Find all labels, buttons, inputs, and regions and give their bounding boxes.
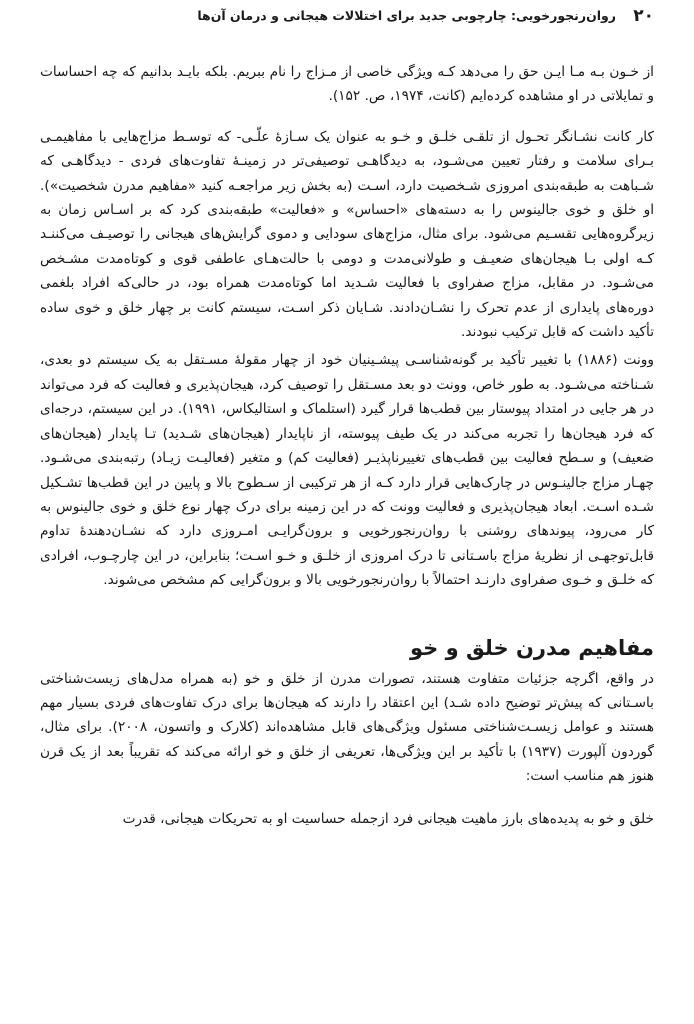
page-number: ۲۰ — [633, 6, 654, 26]
body-text — [40, 60, 654, 831]
block-quote: خلق و خو به پدیده‌های بارز ماهیت هیجانی فرد ازجمله حساسیت او به تحریکات هیجانی، قدرت — [122, 810, 654, 827]
paragraph-modern-concepts: در واقع، اگرچه جزئیات متفاوت هستند، تصورات مدرن از خلق و خو (به همراه مدل‌های زیست‌شناختی باسـتانی که پیش‌تر توضیح داده شـد) این اعتقاد را دارند که هیجان‌ها برای درک تفاوت‌های فردی بسیار مهم هستند و عوامل زیسـت‌شناختی مسئول ویژگی‌های قابل مشاهده‌اند (کلارک و واتسون، ۲۰۰۸). برای مثال، گوردون آلپورت (۱۹۳۷) با تأکید بر این ویژگی‌ها، تعریفی از خلق و خو ارائه می‌کند که تقریباً بعد از یک قرن هنوز هم مناسب است: — [40, 670, 654, 785]
running-title: روان‌رنجورخویی: چارچوبی جدید برای اختلالات هیجانی و درمان آن‌ها — [197, 8, 616, 23]
paragraph-wundt: وونت (۱۸۸۶) با تغییر تأکید بر گونه‌شناسـی پیشـینیان خود از چهار مقولۀ مسـتقل به یک سیستم دو بعدی، شـناخته می‌شـود. به طور خاص، وونت دو بعد مسـتقل را توصیف کرد، هیجان‌پذیری و فعالیت که فرد می‌تواند در هر جایی در امتداد پیوستار بین قطب‌ها قرار گیرد (استلماک و استالیکاس، ۱۹۹۱). در این سیستم، درجه‌ای که فرد هیجان‌ها را تجربه می‌کند در یک طیف پیوسته، از ناپایدار (هیجان‌های شـدید) تـا پایدار (هیجان‌های ضعیف) و سـطح فعالیت بین قطب‌های تغییرناپذیـر (فعالیت کم) و متغیر (فعالیـت زیـاد) رتبه‌بندی می‌شـود. چهـار مزاج جالینـوس در چارک‌هایی قرار دارد کـه از هر ترکیبی از سـطوح بالا و پایین در این قطب‌ها تشـکیل شـده اسـت. ابعاد هیجان‌پذیری و فعالیت وونت که در این زمینه برای درک چهار نوع خلق و خوی جالینوس به کار می‌رود، پیوندهای روشنی با روان‌رنجورخویی و برون‌گرایـی امـروزی دارد که نشـان‌دهندۀ تداوم قابل‌توجهـی از نظریۀ مزاج باسـتانی تا درک امروزی از خلـق و خـو اسـت؛ بنابراین، در این چارچـوب، افرادی که خلـق و خـوی صفراوی دارنـد احتمالاً با روان‌رنجورخویی بالا و برون‌گرایی کم مشخص می‌شوند. — [40, 352, 654, 589]
running-head — [40, 6, 654, 28]
section-heading: مفاهیم مدرن خلق و خو — [410, 635, 654, 660]
paragraph-kant-quote-end: از خـون بـه مـا ایـن حق را می‌دهد کـه ویژگی خاصی از مـزاج را نام ببریم. بلکه بایـد بدانیم که چه احساسات و تمایلاتی در او مشاهده کرده‌ایم (کانت، ۱۹۷۴، ص. ۱۵۲). — [40, 64, 654, 105]
paragraph-kant-work: کار کانت نشـانگر تحـول از تلقـی خلـق و خـو به عنوان یک سـازۀ علّـی- که توسـط مزاج‌هایی با مفاهیمـی بـرای سلامت و رفتار تعیین می‌شـود، به دیدگاهـی توصیفی‌تر در زمینـۀ تفاوت‌های فردی - دیدگاهـی که شـباهت به طبقه‌بندی امروزی شـخصیت دارد، اسـت (به بخش زیر مراجعـه کنید «مفاهیم مدرن شخصیت»). او خلق و خوی جالینوس را به دسته‌های «احساس» و «فعالیت» طبقه‌بندی کرد که بر اسـاس زمان به زیرگروه‌هایی تقسـیم می‌شود. برای مثال، مزاج‌های سودایی و دموی گرایش‌های هیجانی را توصیـف می‌کننـد کـه اولی بـا هیجان‌های ضعیـف و طولانی‌مدت و دومی با حالت‌هـای عاطفی قوی و کوتاه‌مدت مشـخص می‌شـود. در مقابل، مزاج صفراوی با فعالیت شـدید اما کوتاه‌مدت همراه بود، در حالی‌که افراد بلغمی دوره‌های پایداری از عدم تحرک را نشـان‌دادند. شـایان ذکر اسـت، سیستم کانت بر چهار خلق و خوی ساده تأکید داشت که قابل ترکیب نبودند. — [40, 128, 654, 341]
